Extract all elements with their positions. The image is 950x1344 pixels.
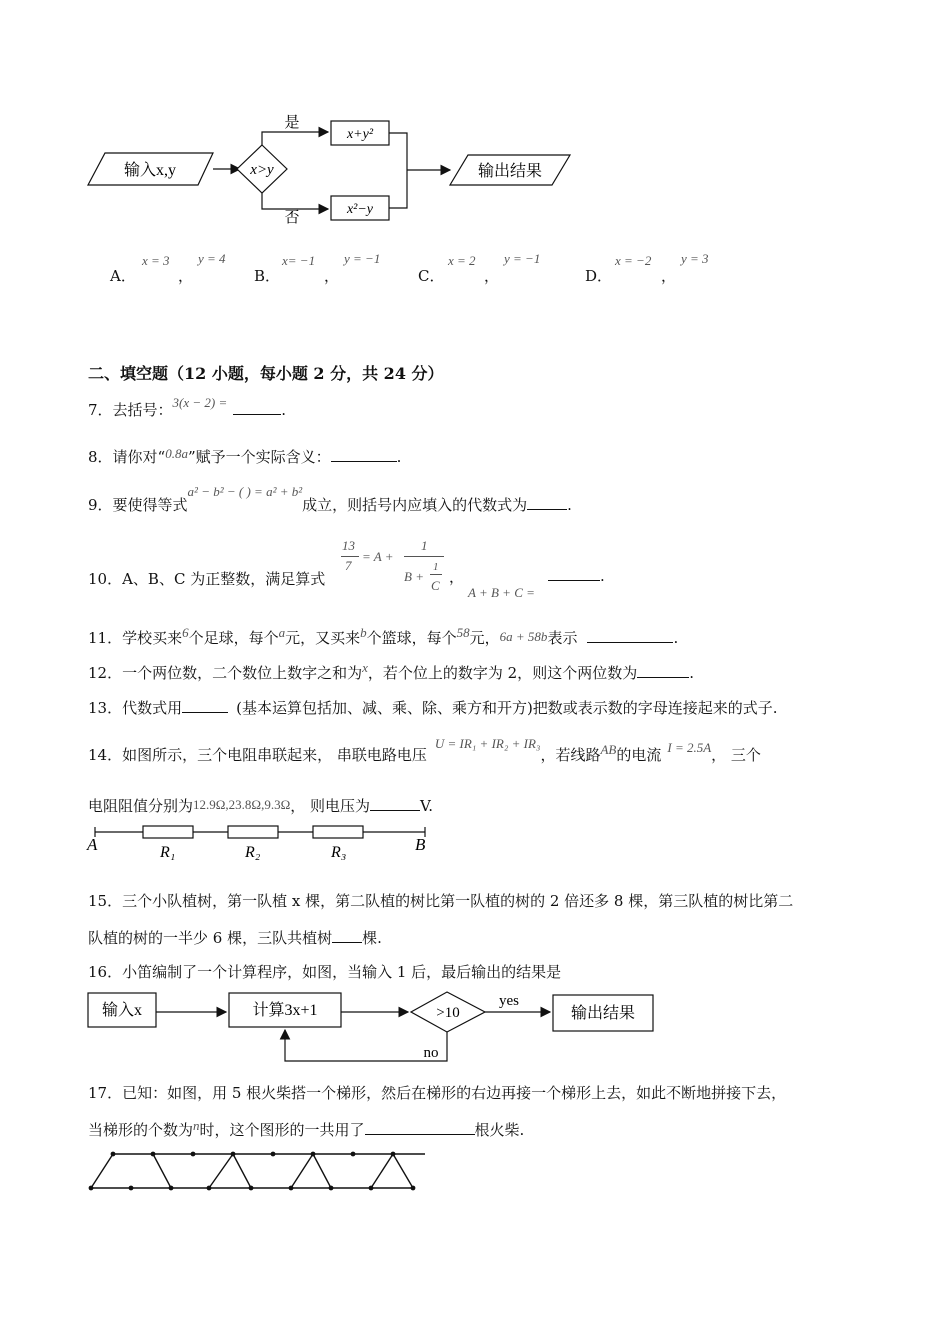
answer-blank[interactable] bbox=[365, 1120, 475, 1135]
fc1-no-label: 否 bbox=[284, 210, 300, 225]
answer-blank[interactable] bbox=[331, 447, 397, 462]
point-a: A bbox=[87, 835, 98, 854]
question-16: 16．小笛编制了一个计算程序，如图，当输入 1 后，最后输出的结果是 bbox=[88, 963, 562, 981]
fc1-output-label: 输出结果 bbox=[477, 163, 543, 180]
fc2-no-label: no bbox=[423, 1045, 439, 1061]
answer-blank[interactable] bbox=[332, 928, 362, 943]
question-12: 12．一个两位数，二个数位上数字之和为x，若个位上的数字为 2，则这个两位数为 . bbox=[88, 660, 694, 682]
fc2-input-label: 输入x bbox=[101, 1002, 143, 1019]
fc2-compute-label: 计算3x+1 bbox=[252, 1002, 318, 1019]
resistor-r2 bbox=[228, 826, 278, 838]
section-title: 二、填空题（12 小题，每小题 2 分，共 24 分） bbox=[88, 364, 444, 383]
answer-blank[interactable] bbox=[233, 400, 281, 415]
question-11: 11．学校买来6个足球，每个a元，又买来b个篮球，每个58元，6a + 58b表示 . bbox=[88, 625, 679, 647]
question-7: 7．去括号：3(x − 2) = . bbox=[88, 395, 287, 419]
question-9: 9．要使得等式a² − b² − ( ) = a² + b²成立，则括号内应填入的代数式为 . bbox=[88, 484, 572, 514]
q10-fraction-num: 13 bbox=[342, 538, 355, 553]
answer-blank[interactable] bbox=[548, 566, 600, 581]
question-13: 13．代数式用 (基本运算包括加、减、乘、除、乘方和开方)把数或表示数的字母连接起来的式子. bbox=[88, 699, 778, 717]
fc2-yes-label: yes bbox=[499, 993, 519, 1009]
answer-blank[interactable] bbox=[587, 628, 673, 643]
question-15-line2: 队植的树的一半少 6 棵，三队共植树 棵. bbox=[88, 929, 382, 947]
resistor-r3 bbox=[313, 826, 363, 838]
q10-fraction-den: 7 bbox=[345, 558, 352, 573]
question-17-line2: 当梯形的个数为n时，这个图形的一共用了 根火柴. bbox=[88, 1118, 525, 1139]
question-15-line1: 15．三个小队植树，第一队植 x 棵，第二队植的树比第一队植的树的 2 倍还多 8 棵，第三队植的树比第二 bbox=[88, 892, 794, 910]
fc1-input-label: 输入x,y bbox=[123, 162, 177, 179]
option-label: A． bbox=[110, 267, 136, 285]
circuit-diagram bbox=[85, 820, 435, 862]
question-17-line1: 17．已知：如图，用 5 根火柴搭一个梯形，然后在梯形的右边再接一个梯形上去，如此不断地拼接下去， bbox=[88, 1084, 787, 1102]
q10-sum: A + B + C = bbox=[468, 585, 535, 600]
fc2-output-label: 输出结果 bbox=[570, 1005, 636, 1022]
option-label: C． bbox=[418, 267, 445, 285]
fc1-yes-expr: x+y² bbox=[346, 127, 374, 142]
matchstick-trapezoids bbox=[85, 1148, 425, 1198]
answer-blank[interactable] bbox=[182, 698, 228, 713]
option-label: B． bbox=[254, 267, 281, 285]
answer-blank[interactable] bbox=[370, 796, 420, 811]
answer-blank[interactable] bbox=[527, 495, 567, 510]
answer-blank[interactable] bbox=[637, 663, 689, 678]
fc1-condition: x>y bbox=[250, 162, 274, 178]
question-10-text: 10．A、B、C 为正整数，满足算式 bbox=[88, 570, 326, 588]
fc1-yes-label: 是 bbox=[284, 115, 300, 131]
option-label: D． bbox=[585, 267, 613, 285]
fc2-condition: >10 bbox=[436, 1005, 460, 1021]
label-r1: R₁ bbox=[160, 844, 176, 861]
question-14-line2: 电阻阻值分别为12.9Ω,23.8Ω,9.3Ω， 则电压为 V. bbox=[88, 797, 434, 815]
question-14-line1: 14．如图所示，三个电阻串联起来， 串联电路电压U = IR₁ + IR₂ + IR₃，若线路AB的电流 I = 2.5A， 三个 bbox=[88, 736, 761, 764]
resistor-r1 bbox=[143, 826, 193, 838]
flowchart-2 bbox=[85, 985, 665, 1065]
question-8: 8．请你对“0.8a”赋予一个实际含义： . bbox=[88, 446, 402, 466]
flowchart-1 bbox=[80, 105, 580, 225]
label-r2: R₂ bbox=[245, 844, 261, 861]
label-r3: R₃ bbox=[331, 844, 347, 861]
fc1-no-expr: x²−y bbox=[346, 202, 374, 217]
point-b: B bbox=[415, 835, 426, 854]
